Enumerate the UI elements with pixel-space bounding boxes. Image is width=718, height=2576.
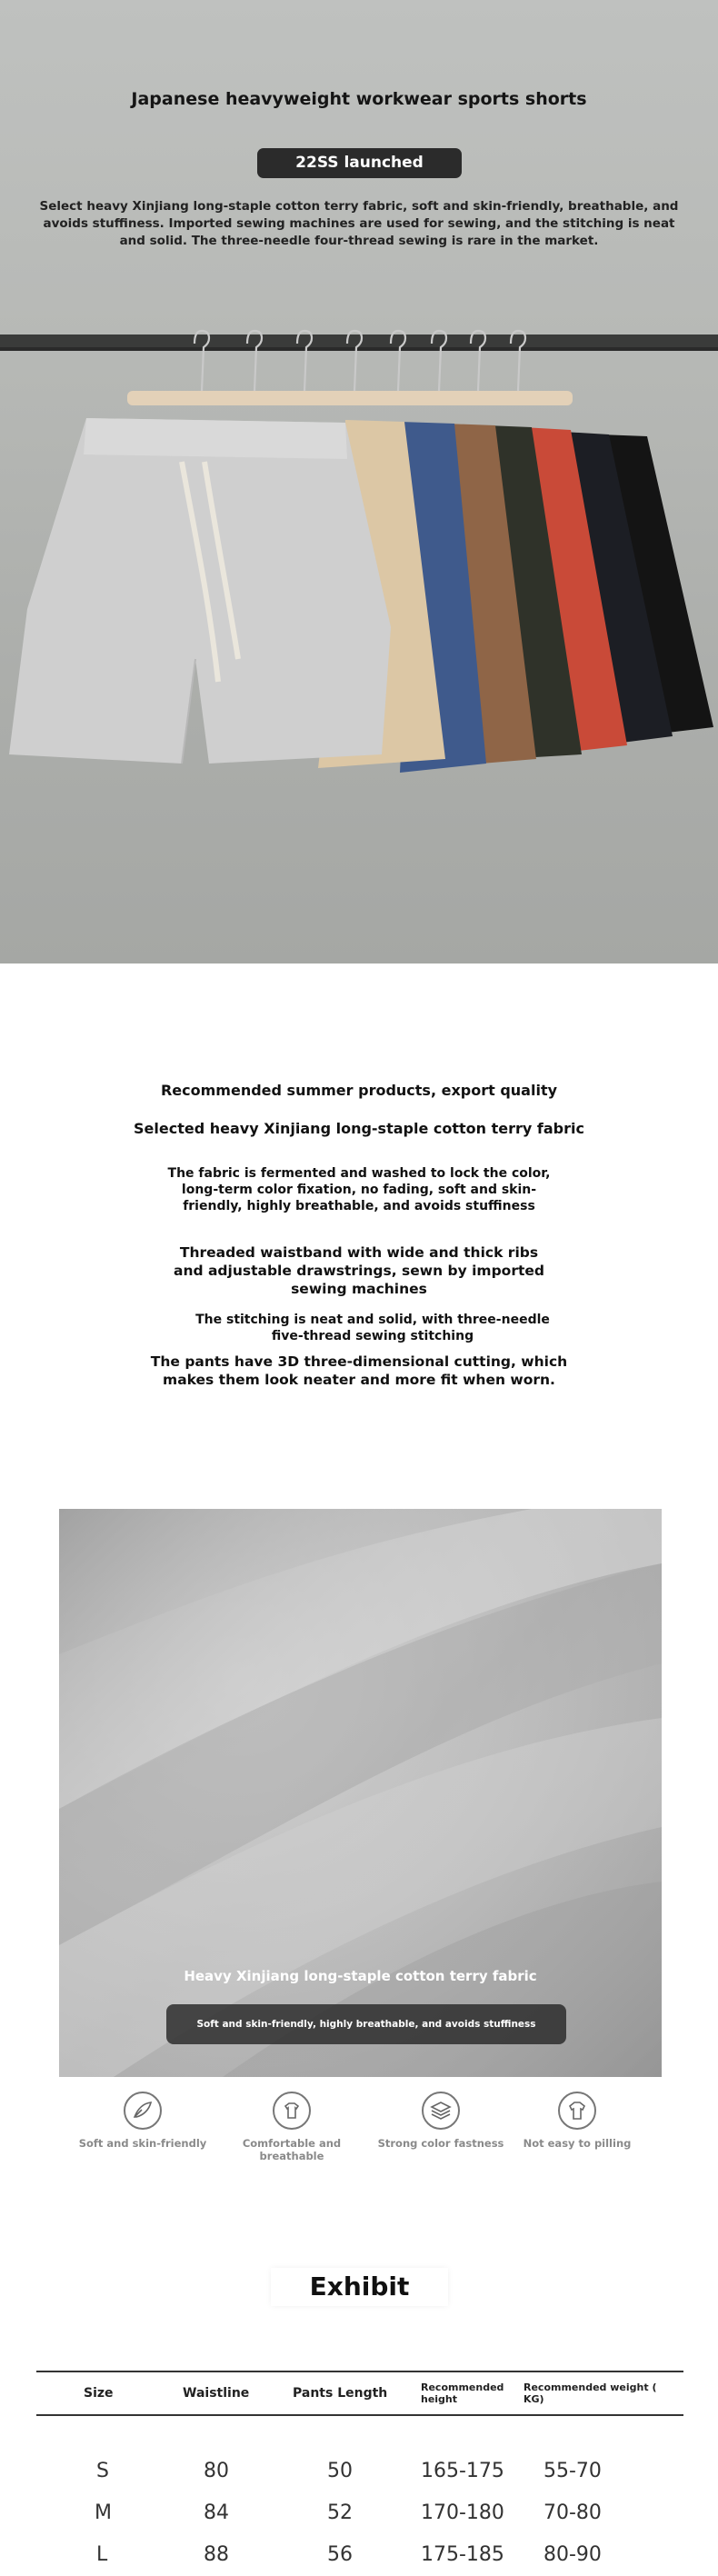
fabric-title: Heavy Xinjiang long-staple cotton terry fabric (184, 1968, 537, 1984)
size-table-heading: Exhibit (271, 2268, 448, 2306)
icon-feature-colorfast (364, 2086, 518, 2150)
icon-feature-soft (65, 2086, 220, 2150)
feature-line: The fabric is fermented and washed to lock the color, long-term color fixation, no fading, soft and skin-friendly, highly breathable, and avoids stuffiness (167, 1166, 551, 1213)
column-header: Waistline (183, 2386, 250, 2401)
fabric-closeup (59, 1509, 662, 2077)
column-header: Recommended weight ( KG) (524, 2381, 657, 2405)
table-cell: S (96, 2460, 109, 2482)
table-cell: 175-185 (421, 2543, 504, 2566)
feature-line: Selected heavy Xinjiang long-staple cotton terry fabric (134, 1120, 584, 1137)
table-row (36, 2534, 683, 2576)
feature-line: The pants have 3D three-dimensional cutting, which makes them look neater and more fit when worn. (150, 1353, 568, 1388)
size-table-header (36, 2371, 683, 2416)
table-cell: 55-70 (543, 2460, 602, 2482)
hero-description: Select heavy Xinjiang long-staple cotton terry fabric, soft and skin-friendly, breathable, and avoids stuffiness. Imported sewing machines are used for sewing, and the stitching is neat and solid. The three-needle four-thread sewing is rare in the market. (39, 199, 679, 248)
icon-feature-breathable (214, 2086, 369, 2162)
table-cell: 70-80 (543, 2501, 602, 2524)
feature-icons (0, 2086, 718, 2177)
layers-icon (422, 2092, 460, 2130)
table-cell: L (96, 2543, 108, 2566)
tshirt-icon (558, 2092, 596, 2130)
hero-title: Japanese heavyweight workwear sports shorts (131, 89, 587, 109)
size-table (36, 2371, 683, 2576)
fabric-texture-photo (59, 1509, 662, 2077)
table-row (36, 2451, 683, 2492)
icon-label: Soft and skin-friendly (78, 2137, 207, 2150)
features-section (0, 964, 718, 1473)
table-cell: 170-180 (421, 2501, 504, 2524)
table-cell: 52 (327, 2501, 353, 2524)
column-header: Size (84, 2386, 114, 2401)
icon-label: Not easy to pilling (523, 2137, 632, 2150)
feather-icon (124, 2092, 162, 2130)
launch-badge: 22SS launched (257, 148, 462, 178)
feature-line: The stitching is neat and solid, with three-needle five-thread sewing stitching (195, 1313, 550, 1343)
table-cell: 56 (327, 2543, 353, 2566)
table-cell: 50 (327, 2460, 353, 2482)
table-row (36, 2492, 683, 2534)
shorts-rack-photo (0, 300, 718, 964)
icon-feature-pilling (500, 2086, 654, 2150)
icon-label: Strong color fastness (377, 2137, 504, 2150)
table-cell: 80 (204, 2460, 229, 2482)
fabric-subtitle: Soft and skin-friendly, highly breathable, and avoids stuffiness (166, 2004, 566, 2044)
feature-line: Threaded waistband with wide and thick ribs and adjustable drawstrings, sewn by imported sewing machines (173, 1244, 544, 1297)
column-header: Recommended height (421, 2381, 504, 2405)
table-cell: 84 (204, 2501, 229, 2524)
feature-line: Recommended summer products, export quality (160, 1082, 558, 1099)
column-header: Pants Length (293, 2386, 388, 2401)
hero-banner (0, 0, 718, 964)
breathable-shirt-icon (273, 2092, 311, 2130)
table-cell: 80-90 (543, 2543, 602, 2566)
table-cell: M (95, 2501, 112, 2524)
icon-label: Comfortable and breathable (242, 2137, 342, 2162)
table-cell: 88 (204, 2543, 229, 2566)
table-cell: 165-175 (421, 2460, 504, 2482)
